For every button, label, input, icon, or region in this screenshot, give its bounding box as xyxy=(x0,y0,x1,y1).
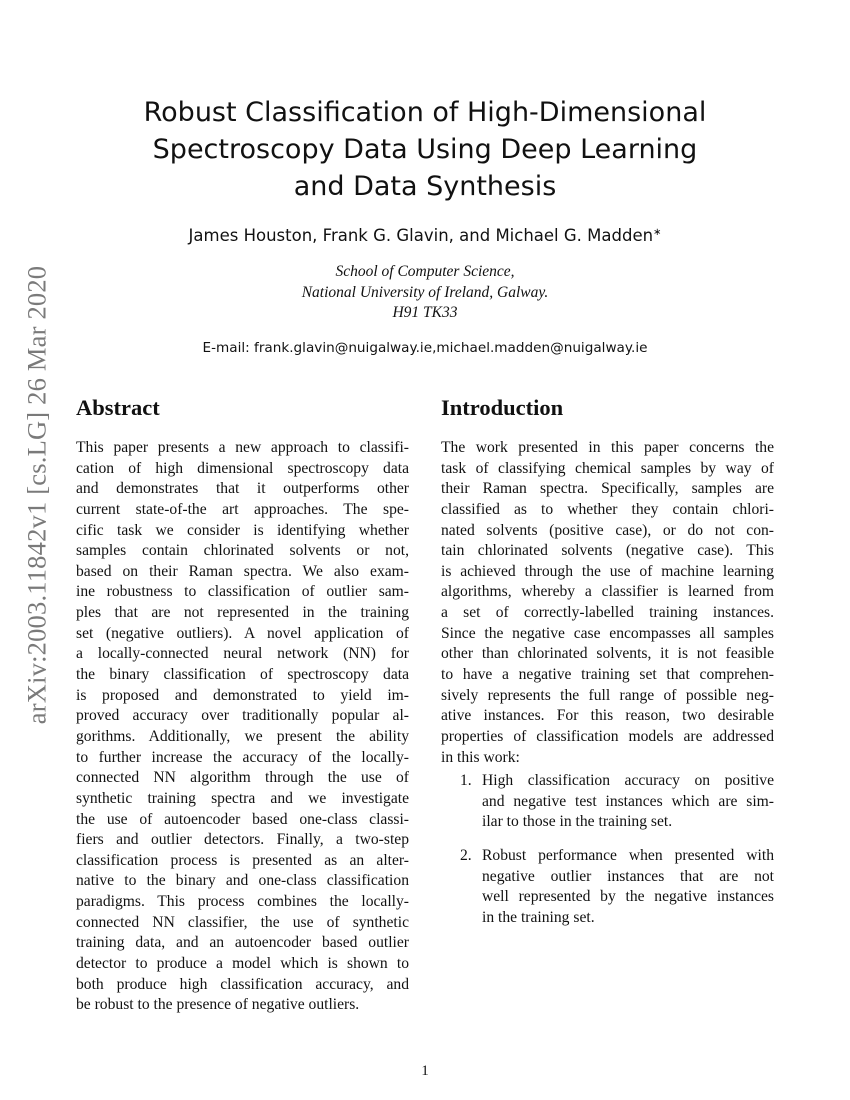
introduction-line: The work presented in this paper concerns the xyxy=(441,439,774,456)
abstract-line: proved accuracy over traditionally popular al- xyxy=(76,707,409,725)
introduction-line: classified as to whether they contain chlori- xyxy=(441,500,774,518)
abstract-line: based on their Raman spectra. We also exam- xyxy=(76,562,409,580)
abstract-line: to further increase the accuracy of the locally- xyxy=(76,748,409,766)
affiliation-line: National University of Ireland, Galway. xyxy=(301,283,549,301)
abstract-line: detector to produce a model which is shown to xyxy=(76,955,409,973)
abstract-line: native to the binary and one-class classification xyxy=(76,872,409,890)
page-number: 1 xyxy=(421,1063,429,1079)
introduction-line: in this work: xyxy=(441,748,520,766)
list-item-text xyxy=(482,771,774,833)
abstract-line: and demonstrates that it outperforms other xyxy=(76,480,409,498)
abstract-line: samples contain chlorinated solvents or not, xyxy=(76,542,409,560)
abstract-line: ples that are not represented in the training xyxy=(76,604,409,622)
introduction-heading: Introduction xyxy=(441,395,564,420)
introduction-line: task of classifying chemical samples by way of xyxy=(441,459,774,477)
abstract-line: the binary classification of spectroscopy data xyxy=(76,666,409,684)
introduction-line: tain chlorinated solvents (negative case). This xyxy=(441,542,774,560)
introduction-line: algorithms, whereby a classifier is learned from xyxy=(441,583,774,601)
introduction-line: other than chlorinated solvents, it is not feasible xyxy=(441,645,774,663)
introduction-line: ative instances. For this reason, two desirable xyxy=(441,707,774,725)
affiliation-line: H91 TK33 xyxy=(392,304,458,321)
list-item-number: 1. xyxy=(460,772,472,789)
abstract-line: is proposed and demonstrated to yield im- xyxy=(76,686,409,704)
abstract-line: connected NN classifier, the use of synthetic xyxy=(76,913,409,931)
affiliation xyxy=(200,262,650,324)
abstract-line: cific task we consider is identifying whether xyxy=(76,521,409,539)
introduction-line: Since the negative case encompasses all samples xyxy=(441,624,774,642)
abstract-line: connected NN algorithm through the use of xyxy=(76,769,409,787)
abstract-line: ine robustness to classification of outlier sam- xyxy=(76,583,409,601)
list-item-text xyxy=(482,846,774,929)
list-item-line: negative outlier instances that are not xyxy=(482,867,774,885)
abstract-line: current state-of-the art approaches. The spe- xyxy=(76,500,409,518)
abstract-line: paradigms. This process combines the locally- xyxy=(76,893,409,911)
abstract-line: classification process is presented as an alter- xyxy=(76,851,409,869)
list-item-line: High classification accuracy on positive xyxy=(482,772,774,789)
abstract-body xyxy=(76,438,409,1016)
abstract-line: be robust to the presence of negative outliers. xyxy=(76,996,360,1014)
list-item-line: ilar to those in the training set. xyxy=(482,813,673,831)
introduction-line: sively represents the full range of possible neg- xyxy=(441,686,774,704)
abstract-line: This paper presents a new approach to classifi- xyxy=(76,439,409,456)
introduction-line: to have a negative training set that comprehen- xyxy=(441,666,774,684)
title-line: Spectroscopy Data Using Deep Learning xyxy=(152,134,698,165)
abstract-line: the use of autoencoder based one-class classi- xyxy=(76,810,409,828)
paper-title xyxy=(105,94,745,205)
affiliation-line: School of Computer Science, xyxy=(335,263,515,280)
author-names: James Houston, Frank G. Glavin, and Michael G. Madden xyxy=(188,226,654,245)
abstract-line: set (negative outliers). A novel application of xyxy=(76,624,409,642)
abstract-heading: Abstract xyxy=(76,395,160,420)
introduction-line: a set of correctly-labelled training instances. xyxy=(441,604,774,622)
introduction-body xyxy=(441,438,774,768)
list-item-line: Robust performance when presented with xyxy=(482,847,774,864)
abstract-line: fiers and outlier detectors. Finally, a two-step xyxy=(76,831,409,849)
arxiv-identifier-stamp: arXiv:2003.11842v1 [cs.LG] 26 Mar 2020 xyxy=(21,265,52,725)
author-list xyxy=(100,226,750,245)
corresponding-author-marker: ∗ xyxy=(653,227,662,238)
abstract-line: a locally-connected neural network (NN) for xyxy=(76,645,409,663)
introduction-line: their Raman spectra. Specifically, samples are xyxy=(441,480,774,498)
abstract-line: both produce high classification accuracy, and xyxy=(76,975,409,993)
abstract-line: training data, and an autoencoder based outlier xyxy=(76,934,409,952)
title-line: and Data Synthesis xyxy=(293,171,557,202)
abstract-line: gorithms. Additionally, we present the ability xyxy=(76,727,409,745)
list-item-line: and negative test instances which are sim- xyxy=(482,792,774,810)
list-item-number: 2. xyxy=(460,847,472,864)
abstract-line: synthetic training spectra and we investigate xyxy=(76,789,409,807)
abstract-line: cation of high dimensional spectroscopy data xyxy=(76,459,409,477)
introduction-line: nated solvents (positive case), or do not con- xyxy=(441,521,774,539)
contact-email: E-mail: frank.glavin@nuigalway.ie,michael.madden@nuigalway.ie xyxy=(202,340,648,356)
list-item-line: well represented by the negative instances xyxy=(482,888,774,906)
introduction-line: is achieved through the use of machine learning xyxy=(441,562,774,580)
title-line: Robust Classification of High-Dimensional xyxy=(143,97,707,128)
introduction-line: properties of classification models are addressed xyxy=(441,727,774,745)
list-item-line: in the training set. xyxy=(482,908,595,926)
